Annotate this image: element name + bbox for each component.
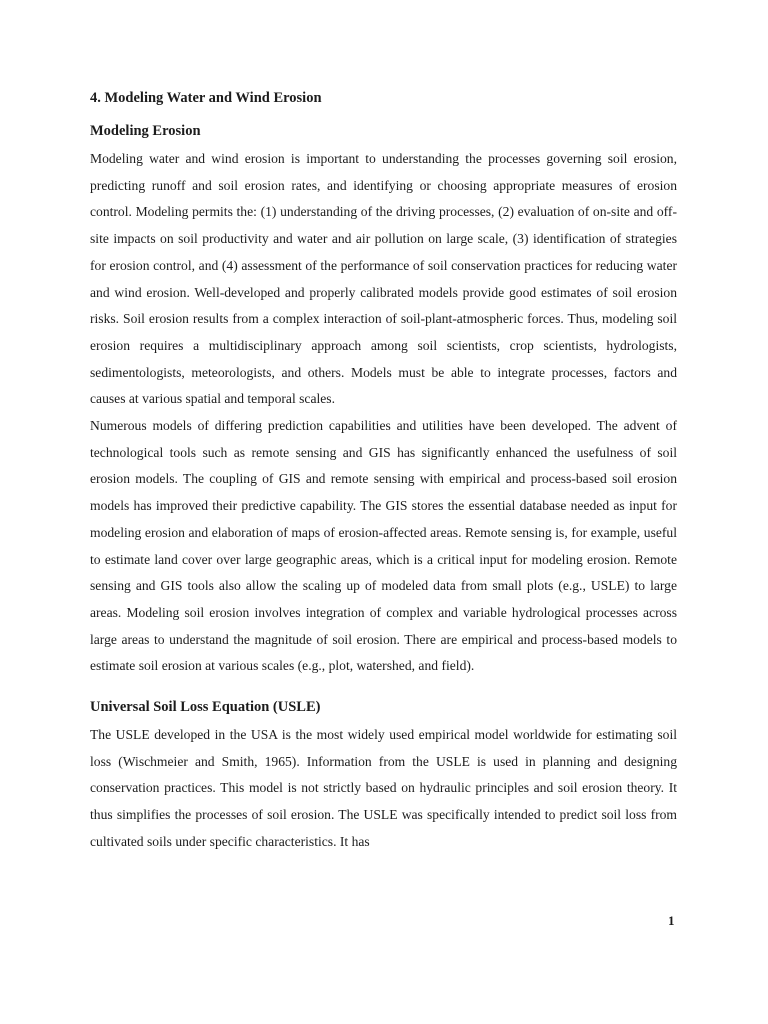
paragraph-numerous-models: Numerous models of differing prediction capabilities and utilities have been developed. The advent of technological tools such as remote sensing and GIS has significantly enhanced the usefulness of soil erosion models. The coupling of GIS and remote sensing with empirical and process-based soil erosion models has improved their predictive capability. The GIS stores the essential database needed as input for modeling erosion and elaboration of maps of erosion-affected areas. Remote sensing is, for example, useful to estimate land cover over large geographic areas, which is a critical input for modeling erosion. Remote sensing and GIS tools also allow the scaling up of modeled data from small plots (e.g., USLE) to large areas. Modeling soil erosion involves integration of complex and variable hydrological processes across large areas to understand the magnitude of soil erosion. There are empirical and process-based models to estimate soil erosion at various scales (e.g., plot, watershed, and field). xyxy=(90,418,677,674)
paragraph-usle-description: The USLE developed in the USA is the most widely used empirical model worldwide for estimating soil loss (Wischmeier and Smith, 1965). Information from the USLE is used in planning and designing conservation practices. This model is not strictly based on hydraulic principles and soil erosion theory. It thus simplifies the processes of soil erosion. The USLE was specifically intended to predict soil loss from cultivated soils under specific characteristics. It has xyxy=(90,727,677,849)
section-heading-usle: Universal Soil Loss Equation (USLE) xyxy=(90,699,321,716)
chapter-title: 4. Modeling Water and Wind Erosion xyxy=(90,90,322,106)
section-heading-modeling-erosion: Modeling Erosion xyxy=(90,123,201,139)
document-page xyxy=(90,88,677,856)
page-number: 1 xyxy=(668,913,675,928)
paragraph-modeling-importance: Modeling water and wind erosion is important to understanding the processes governing soil erosion, predicting runoff and soil erosion rates, and identifying or choosing appropriate measures of erosion control. Modeling permits the: (1) understanding of the driving processes, (2) evaluation of on-site and off-site impacts on soil productivity and water and air pollution on large scale, (3) identification of strategies for erosion control, and (4) assessment of the performance of soil conservation practices for reducing water and wind erosion. Well-developed and properly calibrated models provide good estimates of soil erosion risks. Soil erosion results from a complex interaction of soil-plant-atmospheric forces. Thus, modeling soil erosion requires a multidisciplinary approach among soil scientists, crop scientists, hydrologists, sedimentologists, meteorologists, and others. Models must be able to integrate processes, factors and causes at various spatial and temporal scales. xyxy=(90,151,677,407)
